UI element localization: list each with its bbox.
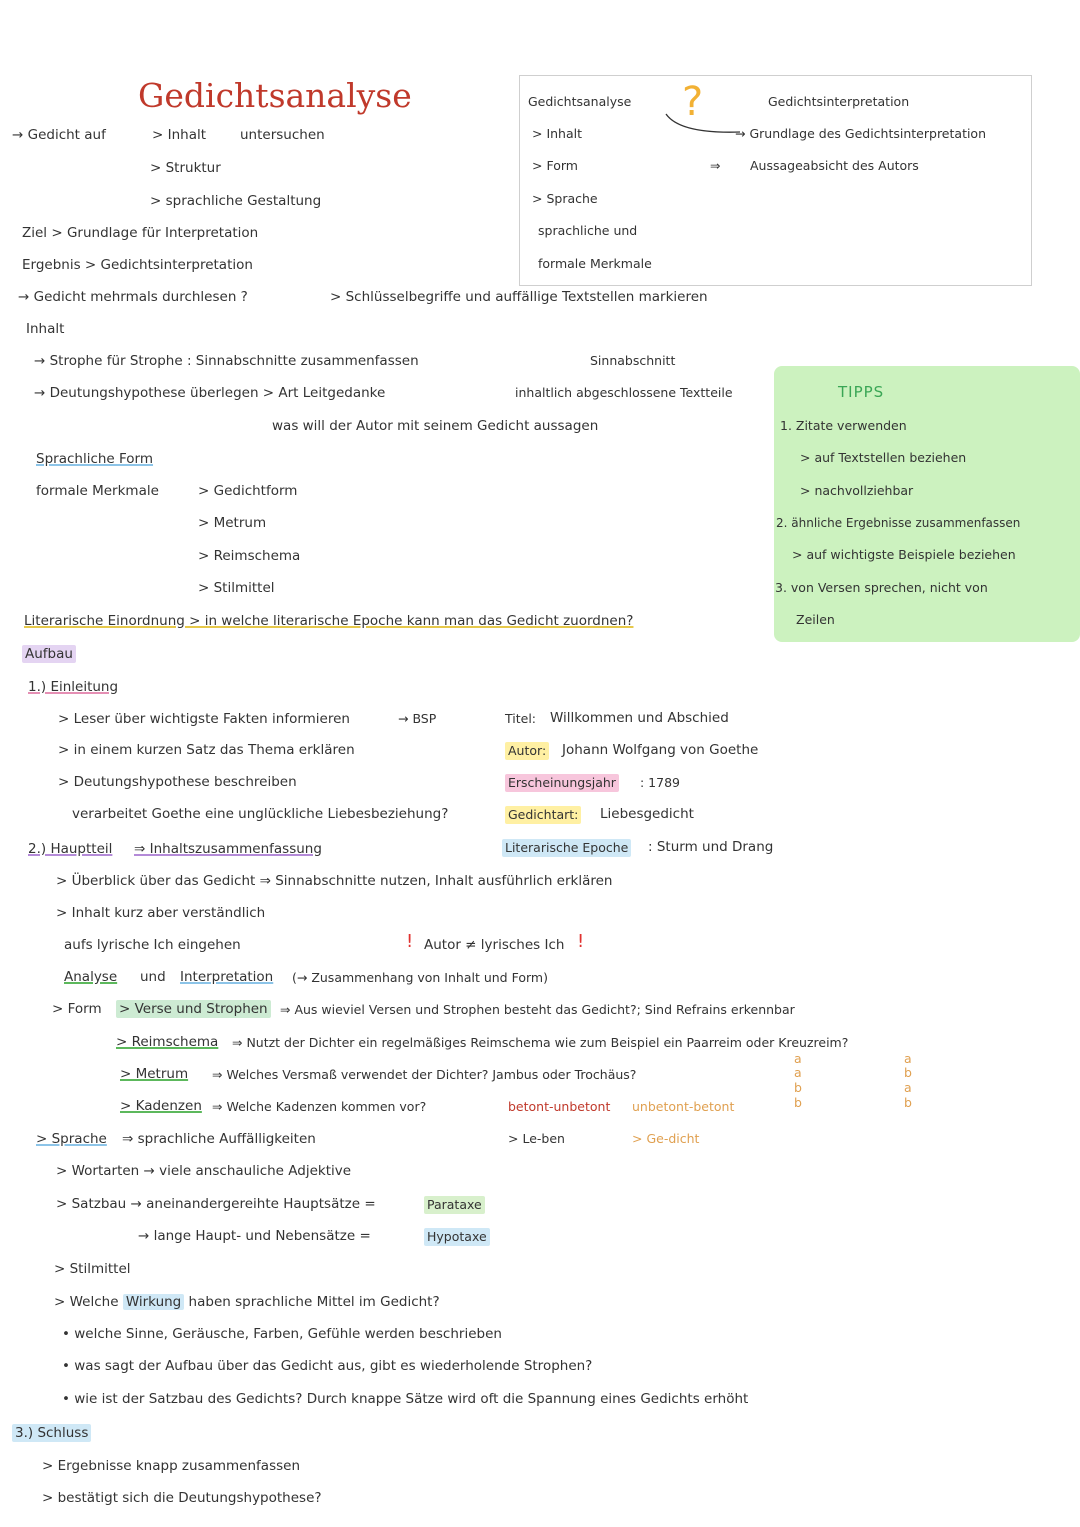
metrum-label: > Metrum bbox=[120, 1066, 189, 1082]
hauptteil-heading-b: ⇒ Inhaltszusammenfassung bbox=[134, 841, 322, 857]
analyse-label: Analyse bbox=[64, 969, 118, 985]
stilmittel-label: > Stilmittel bbox=[54, 1261, 131, 1277]
intro-ziel: Ziel > Grundlage für Interpretation bbox=[22, 225, 259, 241]
lange-line: → lange Haupt- und Nebensätze = bbox=[138, 1228, 371, 1244]
wirkung-bullet: • welche Sinne, Geräusche, Farben, Gefühle werden beschrieben bbox=[62, 1326, 502, 1342]
einleitung-item: > Leser über wichtigste Fakten informieren bbox=[58, 711, 350, 727]
paarreim-letter: a bbox=[794, 1065, 802, 1080]
einleitung-heading: 1.) Einleitung bbox=[28, 679, 119, 695]
intro-line1-a: → Gedicht auf bbox=[12, 127, 106, 143]
compare-left-item: > Form bbox=[532, 158, 578, 173]
tips-box bbox=[774, 366, 1080, 642]
compare-right-item2: Aussageabsicht des Autors bbox=[750, 158, 919, 173]
interpretation-label: Interpretation bbox=[180, 969, 274, 985]
leben-example: > Le-ben bbox=[508, 1131, 565, 1146]
compare-left-title: Gedichtsanalyse bbox=[528, 94, 632, 109]
hauptteil-line2: > Inhalt kurz aber verständlich bbox=[56, 905, 266, 921]
form-item: > Stilmittel bbox=[198, 580, 275, 596]
form-label-main: > Form bbox=[52, 1001, 102, 1017]
tip-line: > auf wichtigste Beispiele beziehen bbox=[792, 547, 1016, 562]
example-jahr: : 1789 bbox=[640, 775, 680, 790]
tip-line: 2. ähnliche Ergebnisse zusammenfassen bbox=[776, 516, 1021, 530]
intro-line3: > sprachliche Gestaltung bbox=[150, 193, 322, 209]
paarreim-letter: b bbox=[794, 1095, 802, 1110]
wirkung-bullet: • wie ist der Satzbau des Gedichts? Durch knappe Sätze wird oft die Spannung eines Gedichts erhöht bbox=[62, 1391, 749, 1407]
tip-line: > auf Textstellen beziehen bbox=[800, 450, 967, 465]
jambus-text: betont-unbetont bbox=[508, 1099, 611, 1114]
intro-line2: > Struktur bbox=[150, 160, 221, 176]
question-mark-icon: ? bbox=[682, 79, 704, 125]
parataxe-label: Parataxe bbox=[424, 1196, 485, 1214]
aufbau-heading: Aufbau bbox=[22, 645, 76, 663]
satzbau-line: > Satzbau → aneinandergereihte Hauptsätze = bbox=[56, 1196, 376, 1212]
tip-line: Zeilen bbox=[796, 612, 835, 627]
warning-text: Autor ≠ lyrisches Ich bbox=[424, 937, 565, 953]
literary-classification: Literarische Einordnung > in welche literarische Epoche kann man das Gedicht zuordnen? bbox=[24, 613, 634, 629]
form-heading: Sprachliche Form bbox=[36, 451, 154, 467]
jambus-pattern bbox=[508, 1098, 610, 1116]
wirkung-suffix: haben sprachliche Mittel im Gedicht? bbox=[188, 1294, 440, 1310]
kadenzen-label: > Kadenzen bbox=[120, 1098, 202, 1114]
intro-mark: > Schlüsselbegriffe und auffällige Textstellen markieren bbox=[330, 289, 708, 305]
schluss-line: > bestätigt sich die Deutungshypothese? bbox=[42, 1490, 322, 1506]
tip-line: > nachvollziehbar bbox=[800, 483, 914, 498]
tip-line: 3. von Versen sprechen, nicht von bbox=[775, 580, 988, 595]
tips-title: TIPPS bbox=[838, 383, 885, 401]
inhalt-line2: → Deutungshypothese überlegen > Art Leitgedanke bbox=[34, 385, 386, 401]
kreuzreim-letter: a bbox=[904, 1051, 912, 1066]
example-autor-label: Autor: bbox=[505, 742, 549, 760]
einleitung-item: > Deutungshypothese beschreiben bbox=[58, 774, 297, 790]
kadenzen-question: ⇒ Welche Kadenzen kommen vor? bbox=[212, 1099, 427, 1114]
wirkung-word: Wirkung bbox=[123, 1294, 184, 1310]
bsp-label: → BSP bbox=[398, 711, 437, 726]
sinnabschnitt-label: Sinnabschnitt bbox=[590, 353, 676, 368]
form-item: > Reimschema bbox=[198, 548, 301, 564]
compare-left-item: > Sprache bbox=[532, 191, 598, 206]
example-titel-label: Titel: bbox=[505, 711, 536, 726]
intro-line1-c: untersuchen bbox=[240, 127, 325, 143]
example-epoche: : Sturm und Drang bbox=[648, 839, 774, 855]
hauptteil-line3: aufs lyrische Ich eingehen bbox=[64, 937, 241, 953]
example-art-label: Gedichtart: bbox=[505, 806, 581, 824]
sinnabschnitt-def: inhaltlich abgeschlossene Textteile bbox=[515, 385, 733, 400]
form-item: > Gedichtform bbox=[198, 483, 298, 499]
example-jahr-label: Erscheinungsjahr bbox=[505, 774, 619, 792]
compare-right-item1: → Grundlage des Gedichtsinterpretation bbox=[735, 126, 987, 141]
compare-left-item: sprachliche und bbox=[538, 223, 638, 238]
hauptteil-heading: 2.) Hauptteil bbox=[28, 841, 113, 857]
wortarten-line: > Wortarten → viele anschauliche Adjektive bbox=[56, 1163, 352, 1179]
gedicht-example: > Ge-dicht bbox=[632, 1131, 700, 1146]
und-label: und bbox=[140, 969, 166, 985]
einleitung-item: verarbeitet Goethe eine unglückliche Liebesbeziehung? bbox=[72, 806, 449, 822]
sprache-note: ⇒ sprachliche Auffälligkeiten bbox=[122, 1131, 316, 1147]
example-autor: Johann Wolfgang von Goethe bbox=[562, 742, 759, 758]
metrum-question: ⇒ Welches Versmaß verwendet der Dichter? Jambus oder Trochäus? bbox=[212, 1067, 637, 1082]
form-label: formale Merkmale bbox=[36, 483, 159, 499]
inhalt-heading: Inhalt bbox=[26, 321, 65, 337]
example-art: Liebesgedicht bbox=[600, 806, 694, 822]
intro-ergebnis: Ergebnis > Gedichtsinterpretation bbox=[22, 257, 253, 273]
example-titel: Willkommen und Abschied bbox=[550, 710, 729, 726]
schluss-heading: 3.) Schluss bbox=[12, 1424, 91, 1442]
kreuzreim-letter: b bbox=[904, 1065, 912, 1080]
hypotaxe-label: Hypotaxe bbox=[424, 1228, 490, 1246]
wirkung-bullet: • was sagt der Aufbau über das Gedicht aus, gibt es wiederholende Strophen? bbox=[62, 1358, 593, 1374]
compare-arrow: ⇒ bbox=[710, 158, 721, 173]
trochaeus-pattern: unbetont-betont bbox=[632, 1099, 735, 1114]
inhalt-line1: → Strophe für Strophe : Sinnabschnitte zusammenfassen bbox=[34, 353, 419, 369]
verse-label: > Verse und Strophen bbox=[116, 1000, 271, 1018]
reimschema-label: > Reimschema bbox=[116, 1034, 219, 1050]
wirkung-line bbox=[54, 1293, 440, 1311]
paarreim-letter: a bbox=[794, 1051, 802, 1066]
tip-line: 1. Zitate verwenden bbox=[780, 418, 907, 433]
form-item: > Metrum bbox=[198, 515, 267, 531]
wirkung-prefix: > Welche bbox=[54, 1294, 119, 1310]
warning-icon: ! bbox=[577, 931, 585, 952]
example-epoche-label: Literarische Epoche bbox=[502, 839, 631, 857]
einleitung-item: > in einem kurzen Satz das Thema erklären bbox=[58, 742, 355, 758]
paarreim-letter: b bbox=[794, 1080, 802, 1095]
analyse-note: (→ Zusammenhang von Inhalt und Form) bbox=[292, 970, 548, 985]
compare-left-item: > Inhalt bbox=[532, 126, 583, 141]
intro-read: → Gedicht mehrmals durchlesen ? bbox=[18, 289, 248, 305]
hauptteil-line1: > Überblick über das Gedicht ⇒ Sinnabschnitte nutzen, Inhalt ausführlich erklären bbox=[56, 873, 613, 889]
compare-right-title: Gedichtsinterpretation bbox=[768, 94, 910, 109]
sprache-label: > Sprache bbox=[36, 1131, 107, 1147]
inhalt-line3: was will der Autor mit seinem Gedicht aussagen bbox=[272, 418, 599, 434]
schluss-line: > Ergebnisse knapp zusammenfassen bbox=[42, 1458, 301, 1474]
intro-line1-b: > Inhalt bbox=[152, 127, 207, 143]
page-title: Gedichtsanalyse bbox=[138, 76, 412, 115]
compare-left-item: formale Merkmale bbox=[538, 256, 652, 271]
reimschema-question: ⇒ Nutzt der Dichter ein regelmäßiges Reimschema wie zum Beispiel ein Paarreim oder Kreuzreim? bbox=[232, 1035, 849, 1050]
kreuzreim-letter: a bbox=[904, 1080, 912, 1095]
kreuzreim-letter: b bbox=[904, 1095, 912, 1110]
warning-icon: ! bbox=[406, 931, 414, 952]
verse-question: ⇒ Aus wieviel Versen und Strophen besteht das Gedicht?; Sind Refrains erkennbar bbox=[280, 1002, 795, 1017]
